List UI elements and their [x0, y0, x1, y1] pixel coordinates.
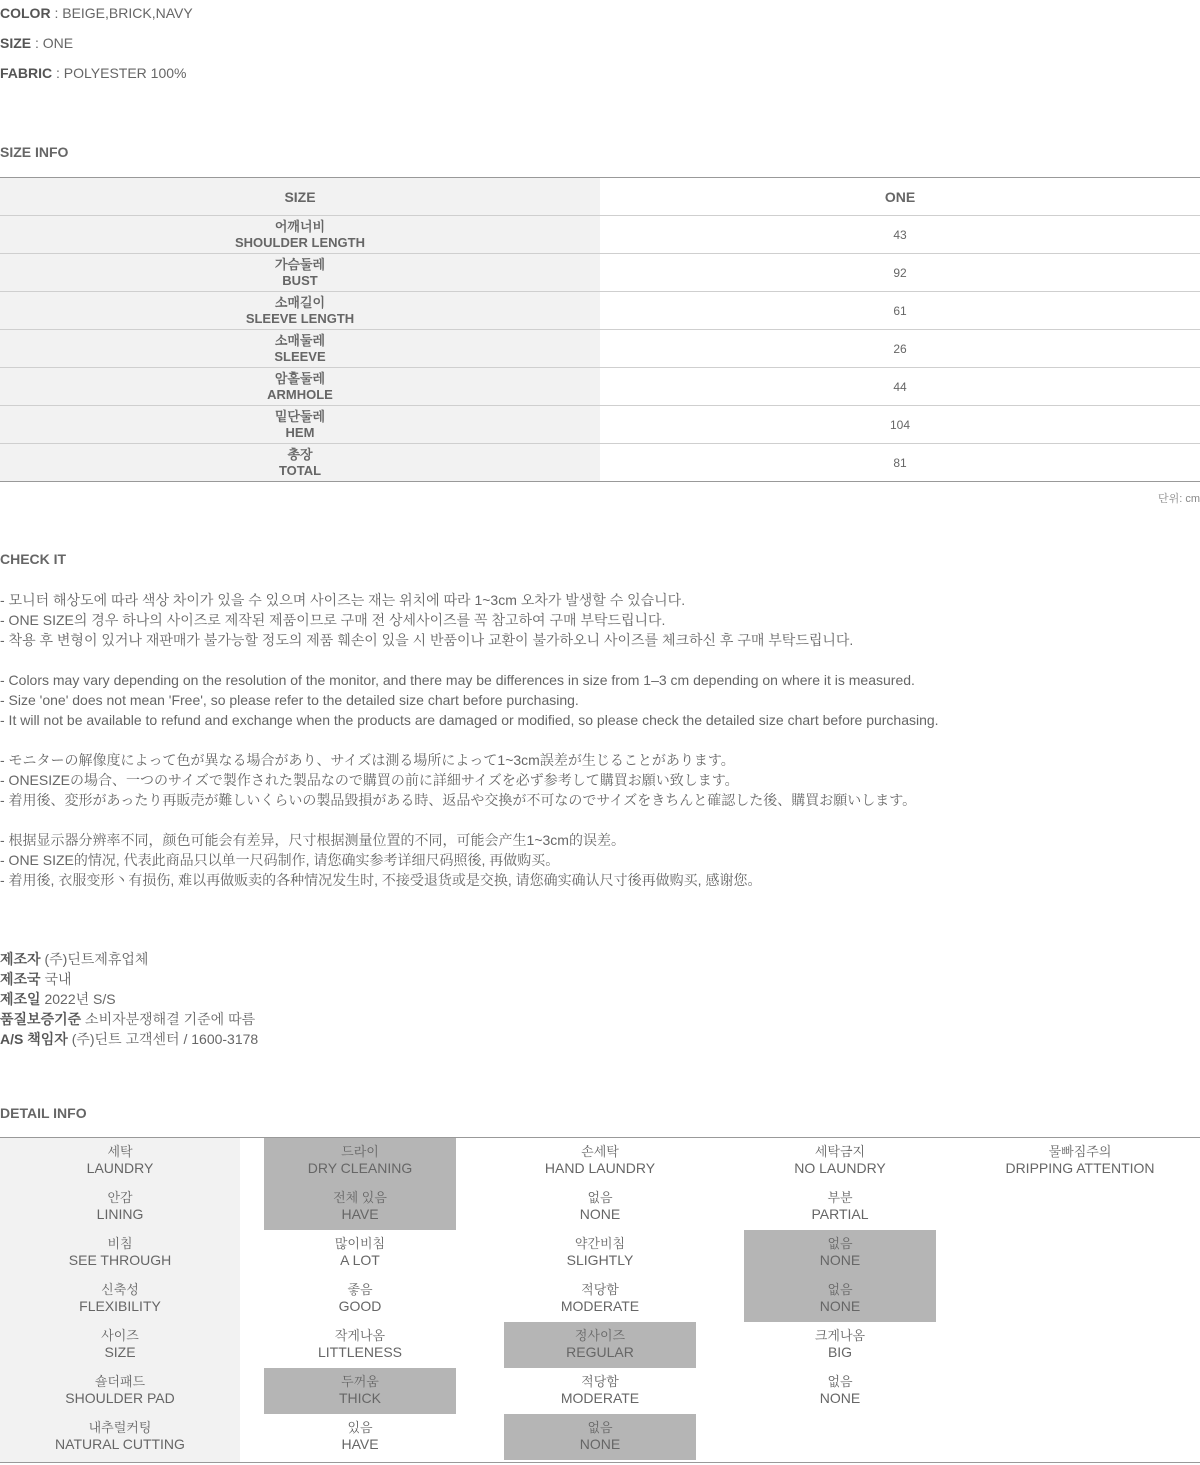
- maker-line: [0, 969, 258, 989]
- spec-key: SIZE: [0, 35, 32, 51]
- measure-label-en: TOTAL: [278, 462, 322, 478]
- detail-option-selected-en: THICK: [339, 1390, 381, 1406]
- measure-label-en: SHOULDER LENGTH: [235, 234, 365, 250]
- measure-label-ko: 암홀둘레: [274, 370, 326, 386]
- detail-option-ko: 손세탁: [581, 1144, 619, 1159]
- detail-row-label: [0, 1143, 240, 1189]
- detail-option-selected: [240, 1143, 480, 1189]
- measure-label: [0, 406, 600, 444]
- detail-row-label: [0, 1419, 240, 1465]
- detail-option-ko: 많이비침: [334, 1236, 386, 1251]
- note-line: - ONE SIZE의 경우 하나의 사이즈로 제작된 제품이므로 구매 전 상세사이즈를 꼭 참고하여 구매 부탁드립니다.: [0, 612, 666, 628]
- maker-info: [0, 949, 258, 1049]
- measure-label-en: SLEEVE: [274, 348, 326, 364]
- spec-key: COLOR: [0, 5, 51, 21]
- detail-option-selected-en: REGULAR: [566, 1344, 634, 1360]
- detail-option: [480, 1189, 720, 1235]
- table-row: [0, 216, 1200, 254]
- table-row: [0, 292, 1200, 330]
- detail-option-selected-en: HAVE: [341, 1206, 379, 1222]
- note-line: - 根据显示器分辨率不同，颜色可能会有差异，尺寸根据测量位置的不同，可能会产生1~3cm的误差。: [0, 832, 625, 848]
- detail-option-selected-en: NONE: [819, 1298, 861, 1314]
- detail-option-ko: 적당함: [581, 1374, 619, 1389]
- maker-key: 제조일: [0, 991, 41, 1007]
- spec-color: [0, 5, 193, 21]
- check-it-notes: [0, 590, 1200, 910]
- note-line: - 모니터 해상도에 따라 색상 차이가 있을 수 있으며 사이즈는 재는 위치에 따라 1~3cm 오차가 발생할 수 있습니다.: [0, 592, 686, 608]
- measure-label-ko: 밑단둘레: [274, 408, 326, 424]
- maker-key: 제조자: [0, 951, 41, 967]
- detail-option-selected: [480, 1327, 720, 1373]
- detail-option-selected-ko: 전체 있음: [333, 1190, 387, 1205]
- detail-option-selected-ko: 없음: [587, 1420, 613, 1435]
- measure-label-ko: 어깨너비: [274, 218, 326, 234]
- detail-option-ko: 물빠짐주의: [1048, 1144, 1112, 1159]
- maker-line: [0, 989, 258, 1009]
- detail-option-selected-ko: 두꺼움: [341, 1374, 379, 1389]
- notes-chinese: [0, 830, 1200, 890]
- detail-option-en: MODERATE: [560, 1390, 640, 1406]
- detail-option-en: HAVE: [341, 1436, 379, 1452]
- note-line: - 착용 후 변형이 있거나 재판매가 불가능할 정도의 제품 훼손이 있을 시 반품이나 교환이 불가하오니 사이즈를 체크하신 후 구매 부탁드립니다.: [0, 632, 854, 648]
- detail-option-en: NO LAUNDRY: [794, 1160, 886, 1176]
- detail-option-en: SLIGHTLY: [566, 1252, 634, 1268]
- measure-value: 92: [600, 254, 1200, 292]
- note-line: - ONE SIZE的情况, 代表此商品只以单一尺码制作, 请您确实参考详细尺码照後, 再做购买。: [0, 852, 560, 868]
- note-line: - 着用後、変形があったり再販売が難しいくらいの製品毀損がある時、返品や交換が不可なのでサイズをきちんと確認した後、購買お願いします。: [0, 792, 917, 808]
- detail-option-selected-en: NONE: [819, 1252, 861, 1268]
- table-row: [0, 254, 1200, 292]
- size-table: [0, 177, 1200, 482]
- detail-option-en: NONE: [579, 1206, 621, 1222]
- unit-label: 단위: cm: [1157, 493, 1200, 505]
- maker-value: 소비자분쟁해결 기준에 따름: [81, 1011, 256, 1027]
- detail-option-selected: [240, 1373, 480, 1419]
- detail-option-ko: 부분: [827, 1190, 853, 1205]
- detail-option-en: BIG: [827, 1344, 853, 1360]
- table-row: [0, 406, 1200, 444]
- detail-row-label-ko: 세탁: [107, 1144, 133, 1159]
- check-it-title: CHECK IT: [0, 551, 67, 567]
- detail-option-en: DRIPPING ATTENTION: [1005, 1160, 1155, 1176]
- measure-label-ko: 총장: [287, 446, 313, 462]
- detail-option: [480, 1281, 720, 1327]
- size-table-header: [0, 178, 1200, 216]
- detail-option-selected: [480, 1419, 720, 1465]
- detail-row-label-en: FLEXIBILITY: [79, 1298, 161, 1314]
- detail-row-label-ko: 안감: [107, 1190, 133, 1205]
- detail-row-label-ko: 사이즈: [101, 1328, 139, 1343]
- maker-key: A/S 책임자: [0, 1031, 68, 1047]
- measure-label: [0, 330, 600, 368]
- detail-option-en: MODERATE: [560, 1298, 640, 1314]
- detail-option-selected-ko: 드라이: [341, 1144, 379, 1159]
- detail-option: [720, 1189, 960, 1235]
- detail-row-label-ko: 비침: [107, 1236, 133, 1251]
- maker-key: 제조국: [0, 971, 41, 987]
- measure-value: 44: [600, 368, 1200, 406]
- maker-line: [0, 1009, 258, 1029]
- detail-row-label-ko: 신축성: [101, 1282, 139, 1297]
- detail-option-en: PARTIAL: [811, 1206, 869, 1222]
- maker-value: 2022년 S/S: [40, 991, 116, 1007]
- measure-value: 26: [600, 330, 1200, 368]
- detail-option-ko: 약간비침: [574, 1236, 626, 1251]
- detail-option-ko: 좋음: [347, 1282, 373, 1297]
- detail-option: [240, 1281, 480, 1327]
- detail-option-selected-ko: 없음: [827, 1236, 853, 1251]
- detail-option-selected-en: NONE: [579, 1436, 621, 1452]
- table-row: [0, 444, 1200, 482]
- detail-row-label: [0, 1189, 240, 1235]
- detail-option-ko: 없음: [827, 1374, 853, 1389]
- detail-option: [480, 1235, 720, 1281]
- detail-option: [720, 1373, 960, 1419]
- notes-japanese: [0, 750, 1200, 810]
- spec-fabric: [0, 65, 186, 81]
- measure-label: [0, 368, 600, 406]
- measure-label-en: ARMHOLE: [267, 386, 333, 402]
- spec-value: : BEIGE,BRICK,NAVY: [50, 5, 193, 21]
- detail-option: [720, 1327, 960, 1373]
- detail-option-en: LITTLENESS: [317, 1344, 403, 1360]
- detail-option: [720, 1143, 960, 1189]
- detail-option: [240, 1419, 480, 1465]
- measure-label-en: BUST: [282, 272, 318, 288]
- measure-label: [0, 292, 600, 330]
- detail-option-en: GOOD: [338, 1298, 382, 1314]
- detail-option-selected: [240, 1189, 480, 1235]
- detail-info-title: DETAIL INFO: [0, 1105, 87, 1121]
- spec-key: FABRIC: [0, 65, 53, 81]
- measure-label-en: HEM: [285, 424, 315, 440]
- detail-option: [480, 1373, 720, 1419]
- measure-label: [0, 444, 600, 482]
- notes-english: [0, 670, 1200, 730]
- detail-row-label-ko: 숄더패드: [94, 1374, 146, 1389]
- measure-label: [0, 216, 600, 254]
- detail-option-selected: [720, 1235, 960, 1281]
- detail-option: [960, 1143, 1200, 1189]
- detail-row-label: [0, 1373, 240, 1419]
- size-info-title: SIZE INFO: [0, 144, 69, 160]
- detail-option-ko: 있음: [347, 1420, 373, 1435]
- detail-row-label-en: NATURAL CUTTING: [55, 1436, 185, 1452]
- size-header-value: ONE: [600, 178, 1200, 216]
- detail-row-label-ko: 내추럴커팅: [88, 1420, 152, 1435]
- detail-row-label: [0, 1235, 240, 1281]
- detail-option-ko: 크게나옴: [814, 1328, 866, 1343]
- spec-size: [0, 35, 73, 51]
- measure-label-ko: 가슴둘레: [274, 256, 326, 272]
- detail-option-selected-ko: 정사이즈: [574, 1328, 626, 1343]
- notes-korean: [0, 590, 1200, 650]
- spec-value: : POLYESTER 100%: [52, 65, 187, 81]
- note-line: - 着用後, 衣服变形丶有损伤, 难以再做贩卖的各种情况发生时, 不接受退货或是交换, 请您确实确认尺寸後再做购买, 感谢您。: [0, 872, 762, 888]
- maker-value: 국내: [40, 971, 72, 987]
- measure-label-ko: 소매길이: [274, 294, 326, 310]
- detail-option-ko: 적당함: [581, 1282, 619, 1297]
- detail-row-label-en: SEE THROUGH: [68, 1252, 172, 1268]
- detail-option: [240, 1235, 480, 1281]
- maker-value: (주)딘트제휴업체: [40, 951, 149, 967]
- detail-option-selected-ko: 없음: [827, 1282, 853, 1297]
- measure-value: 104: [600, 406, 1200, 444]
- measure-value: 81: [600, 444, 1200, 482]
- detail-row-label: [0, 1327, 240, 1373]
- note-line: - ONESIZEの場合、一つのサイズで製作された製品なので購買の前に詳細サイズを必ず参考して購買お願い致します。: [0, 772, 739, 788]
- table-row: [0, 330, 1200, 368]
- measure-label-en: SLEEVE LENGTH: [245, 310, 355, 326]
- detail-option-selected: [720, 1281, 960, 1327]
- note-line: - Size 'one' does not mean 'Free', so please refer to the detailed size chart before purchasing.: [0, 692, 579, 708]
- detail-option-ko: 작게나옴: [334, 1328, 386, 1343]
- detail-option-en: HAND LAUNDRY: [544, 1160, 656, 1176]
- detail-option-en: A LOT: [340, 1252, 380, 1268]
- detail-option-selected-en: DRY CLEANING: [307, 1160, 413, 1176]
- detail-row-label: [0, 1281, 240, 1327]
- detail-row-label-en: SHOULDER PAD: [65, 1390, 175, 1406]
- size-header-label: SIZE: [0, 178, 600, 216]
- detail-row-label-en: LINING: [96, 1206, 144, 1222]
- detail-option-ko: 없음: [587, 1190, 613, 1205]
- detail-row-label-en: SIZE: [104, 1344, 136, 1360]
- note-line: - モニターの解像度によって色が異なる場合があり、サイズは測る場所によって1~3cm誤差が生じることがあります。: [0, 752, 735, 768]
- detail-option: [480, 1143, 720, 1189]
- maker-value: (주)딘트 고객센터 / 1600-3178: [67, 1031, 259, 1047]
- maker-key: 품질보증기준: [0, 1011, 82, 1027]
- detail-option-ko: 세탁금지: [814, 1144, 866, 1159]
- measure-value: 43: [600, 216, 1200, 254]
- measure-label: [0, 254, 600, 292]
- detail-option-en: NONE: [819, 1390, 861, 1406]
- spec-value: : ONE: [31, 35, 74, 51]
- note-line: - It will not be available to refund and exchange when the products are damaged or modified, so please check the detailed size chart before purchasing.: [0, 712, 939, 728]
- detail-option: [240, 1327, 480, 1373]
- maker-line: [0, 1029, 258, 1049]
- measure-label-ko: 소매둘레: [274, 332, 326, 348]
- maker-line: [0, 949, 258, 969]
- measure-value: 61: [600, 292, 1200, 330]
- detail-row-label-en: LAUNDRY: [86, 1160, 154, 1176]
- table-row: [0, 368, 1200, 406]
- note-line: - Colors may vary depending on the resolution of the monitor, and there may be differences in size from 1–3 cm depending on where it is measured.: [0, 672, 915, 688]
- detail-info-grid: [0, 1137, 1200, 1463]
